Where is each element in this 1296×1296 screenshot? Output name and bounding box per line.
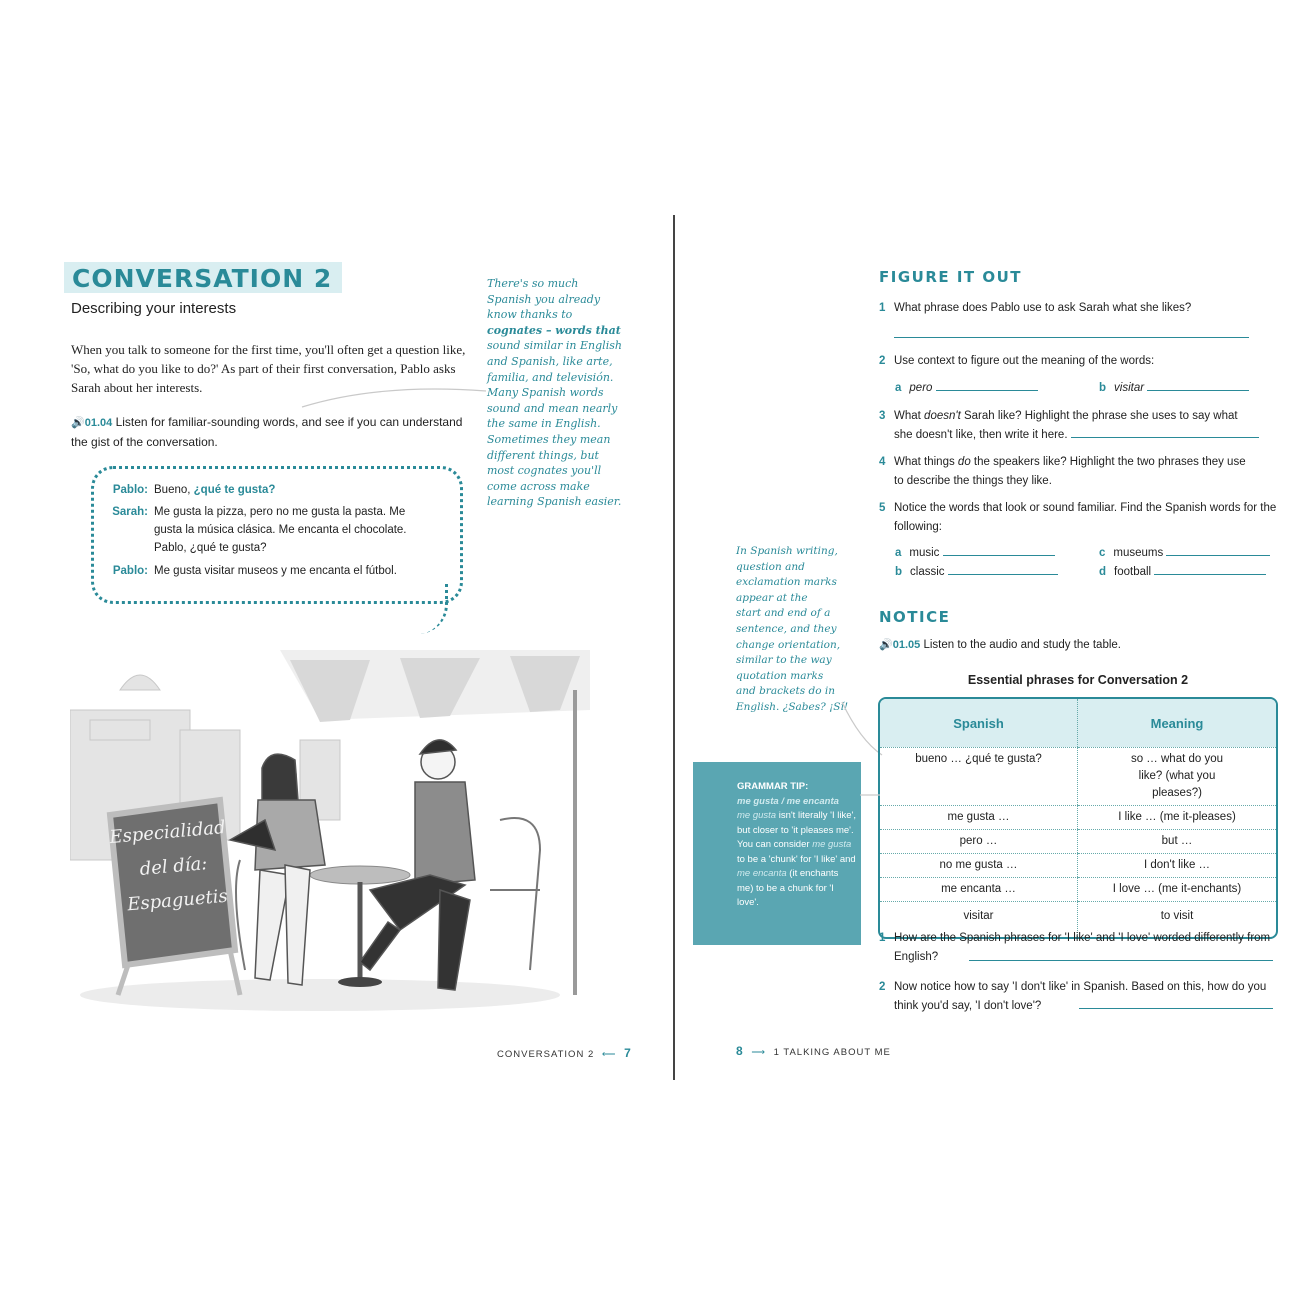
option-word: football: [1114, 566, 1152, 578]
question-text-part: What things: [894, 456, 958, 468]
sign-line: del día:: [138, 853, 209, 880]
speaker-name: Pablo:: [112, 484, 148, 496]
question-number: 2: [879, 355, 886, 367]
question-text-part: she doesn't like, then write it here.: [894, 429, 1068, 441]
option-item: [1099, 382, 1249, 394]
arrow-right-icon: ⟶: [751, 1047, 766, 1058]
answer-blank[interactable]: [1166, 555, 1270, 556]
option-item: [1099, 566, 1266, 578]
spanish-cell: no me gusta …: [880, 853, 1078, 877]
note-line: come across make: [487, 479, 590, 493]
note-line: know thanks to: [487, 308, 573, 322]
table-row: [880, 805, 1276, 829]
grammar-tip-subtitle: me gusta / me encanta: [737, 795, 839, 807]
footer-label: CONVERSATION 2: [497, 1049, 595, 1060]
option-letter: b: [1099, 382, 1107, 394]
page-number: 7: [624, 1046, 632, 1060]
note-line: sentence, and they: [736, 622, 837, 635]
option-item: [895, 547, 1055, 559]
note-line: different things, but: [487, 448, 599, 462]
speaker-name: Sarah:: [112, 506, 148, 518]
table-header-row: [880, 699, 1276, 747]
question-text-part: Sarah like? Highlight the phrase she uses to say what: [960, 410, 1238, 422]
question-item: [879, 299, 1279, 339]
question-item: [879, 499, 1279, 539]
spanish-cell: me encanta …: [880, 877, 1078, 901]
answer-line[interactable]: [969, 960, 1273, 961]
meaning-cell: I like … (me it-pleases): [1078, 805, 1276, 829]
question-number: 2: [879, 981, 886, 993]
question-number: 1: [879, 302, 886, 314]
footer-left: [497, 1046, 632, 1060]
tip-text: isn't literally 'I like', but closer to 'it pleases me'. You can consider: [737, 810, 856, 850]
intro-paragraph: When you talk to someone for the first time, you'll often get a question like, 'So, what do you like to do?' As part of their first conversation, Pablo asks Sarah about her interests.: [71, 342, 466, 395]
answer-blank[interactable]: [1147, 390, 1249, 391]
answer-blank[interactable]: [936, 390, 1038, 391]
grammar-tip-title: GRAMMAR TIP:: [737, 781, 809, 792]
page-number: 8: [736, 1044, 744, 1058]
tip-highlight: me gusta: [812, 839, 852, 850]
note-line: In Spanish writing,: [736, 545, 838, 557]
audio-instruction-text: Listen to the audio and study the table.: [923, 639, 1121, 651]
note-line: similar to the way: [736, 654, 832, 667]
dialogue-text: [154, 481, 424, 499]
option-word: pero: [909, 382, 933, 394]
grammar-tip-body: [737, 809, 857, 911]
note-line: learning Spanish easier.: [487, 495, 622, 509]
option-word: visitar: [1114, 382, 1145, 394]
answer-blank[interactable]: [1154, 574, 1266, 575]
question-number: 1: [879, 932, 886, 944]
speaker-name: Pablo:: [112, 565, 148, 577]
question-number: 4: [879, 456, 886, 468]
essential-phrases-table: [878, 697, 1278, 939]
answer-blank[interactable]: [943, 555, 1055, 556]
table-row: [880, 829, 1276, 853]
note-line: and brackets do in: [736, 685, 835, 698]
column-header: Meaning: [1078, 699, 1276, 747]
note-line: the same in English.: [487, 417, 601, 431]
note-line: exclamation marks: [736, 576, 837, 589]
footer-label: 1 TALKING ABOUT ME: [773, 1047, 891, 1058]
option-letter: d: [1099, 566, 1107, 578]
question-item: [879, 407, 1279, 447]
tip-highlight: me encanta: [737, 868, 787, 879]
dialogue: [104, 481, 444, 591]
option-letter: b: [895, 566, 903, 578]
question-text: What phrase does Pablo use to ask Sarah what she likes?: [894, 302, 1192, 314]
question-text: [894, 453, 1279, 491]
table-row: [880, 853, 1276, 877]
note-line: Sometimes they mean: [487, 432, 611, 446]
answer-line[interactable]: [1079, 1008, 1273, 1009]
dialogue-text: Me gusta la pizza, pero no me gusta la pasta. Me gusta la música clásica. Me encanta el chocolate. Pablo, ¿qué te gusta?: [154, 506, 407, 554]
spanish-cell: visitar: [880, 901, 1078, 937]
note-line: start and end of a: [736, 607, 831, 620]
note-line: question and: [736, 560, 805, 573]
option-word: music: [909, 547, 940, 559]
dialogue-line: [104, 562, 444, 580]
dialogue-line: [104, 503, 444, 559]
note-line: and Spanish, like arte,: [487, 354, 613, 368]
section-title: CONVERSATION 2: [64, 262, 342, 293]
figure-it-out-heading: FIGURE IT OUT: [879, 268, 1023, 286]
table-row: [880, 877, 1276, 901]
note-line: quotation marks: [736, 669, 824, 682]
question-text: Notice the words that look or sound familiar. Find the Spanish words for the following:: [894, 502, 1277, 533]
audio-code[interactable]: 01.04: [84, 417, 113, 429]
cognates-margin-note: [487, 276, 622, 510]
answer-blank[interactable]: [948, 574, 1058, 575]
dialogue-text: Me gusta visitar museos y me encanta el fútbol.: [154, 565, 397, 577]
dialogue-bubble-tail: [405, 584, 448, 634]
question-number: 3: [879, 410, 886, 422]
audio-instruction-text: Listen for familiar-sounding words, and see if you can understand the gist of the conversation.: [71, 415, 463, 449]
dialogue-line: [104, 481, 444, 499]
note-line: English. ¿Sabes? ¡Sí!: [736, 700, 849, 713]
meaning-cell: I don't like …: [1078, 853, 1276, 877]
notice-heading: NOTICE: [879, 608, 951, 626]
grammar-tip-text: [737, 780, 857, 911]
tip-text: (it enchants me) to be a chunk for 'I love'.: [737, 868, 839, 908]
column-header: Spanish: [880, 699, 1078, 747]
note-line: most cognates you'll: [487, 464, 602, 478]
note-connector-line: [300, 385, 490, 415]
question-text-emphasis: doesn't: [924, 410, 961, 422]
meaning-cell: to visit: [1078, 901, 1276, 937]
spanish-cell: pero …: [880, 829, 1078, 853]
section-subtitle: Describing your interests: [71, 300, 237, 317]
question-text: Now notice how to say 'I don't like' in Spanish. Based on this, how do you think you'd say, 'I don't love'?: [894, 981, 1267, 1012]
note-line: cognates – words that: [487, 323, 621, 337]
spanish-cell: bueno … ¿qué te gusta?: [880, 747, 1078, 805]
punctuation-margin-note: [736, 544, 861, 716]
note-line: Spanish you already: [487, 292, 601, 306]
question-number: 5: [879, 502, 886, 514]
question-text: How are the Spanish phrases for 'I like' and 'I love' worded differently from English?: [894, 932, 1271, 963]
sign-line: Espaguetis: [126, 885, 229, 916]
page-spine: [673, 215, 675, 1080]
question-text-part: the speakers like? Highlight the two phrases they use: [970, 456, 1246, 468]
audio-code[interactable]: 01.05: [892, 639, 921, 651]
footer-right: [736, 1044, 891, 1058]
option-item: [895, 382, 1038, 394]
notice-audio-instruction: [879, 638, 1121, 651]
sign-line: Especialidad: [108, 816, 227, 849]
meaning-cell: but …: [1078, 829, 1276, 853]
note-line: There's so much: [487, 277, 579, 290]
question-item: [879, 453, 1279, 493]
answer-line[interactable]: [894, 337, 1249, 338]
question-item: [879, 929, 1279, 969]
option-item: [895, 566, 1058, 578]
tip-text: to be a 'chunk' for 'I like' and: [737, 853, 856, 865]
question-text-emphasis: do: [957, 456, 971, 468]
meaning-cell: I love … (me it-enchants): [1078, 877, 1276, 901]
note-line: appear at the: [736, 591, 808, 604]
meaning-cell: so … what do you like? (what you pleases?): [1078, 747, 1276, 805]
option-letter: a: [895, 547, 902, 559]
question-text: [894, 407, 1279, 445]
option-letter: a: [895, 382, 902, 394]
question-text-part: to describe the things they like.: [894, 475, 1052, 487]
note-line: change orientation,: [736, 638, 841, 651]
option-letter: c: [1099, 547, 1106, 559]
arrow-left-icon: ⟵: [601, 1049, 617, 1060]
option-word: museums: [1113, 547, 1164, 559]
note-line: sound and mean nearly: [487, 401, 618, 415]
note-line: Many Spanish words: [487, 386, 604, 400]
dialogue-text-plain: Bueno,: [154, 484, 194, 496]
answer-blank[interactable]: [1071, 437, 1259, 438]
table-row: [880, 747, 1276, 805]
cafe-illustration: [70, 650, 590, 1020]
tip-highlight: me gusta: [737, 810, 777, 821]
spanish-cell: me gusta …: [880, 805, 1078, 829]
dialogue-highlight: ¿qué te gusta?: [193, 484, 276, 496]
note-line: familia, and televisión.: [487, 370, 614, 384]
question-text-part: What: [894, 410, 925, 422]
option-item: [1099, 547, 1270, 559]
note-line: sound similar in English: [487, 339, 622, 353]
speaker-icon[interactable]: 🔊: [879, 639, 893, 651]
tip-connector-line: [860, 790, 880, 800]
option-word: classic: [910, 566, 945, 578]
audio-instruction: [71, 413, 471, 452]
question-text: Use context to figure out the meaning of the words:: [894, 355, 1155, 367]
speaker-icon[interactable]: 🔊: [71, 417, 85, 429]
table-title: Essential phrases for Conversation 2: [967, 673, 1189, 687]
question-item: [879, 978, 1279, 1018]
question-item: [879, 352, 1279, 372]
